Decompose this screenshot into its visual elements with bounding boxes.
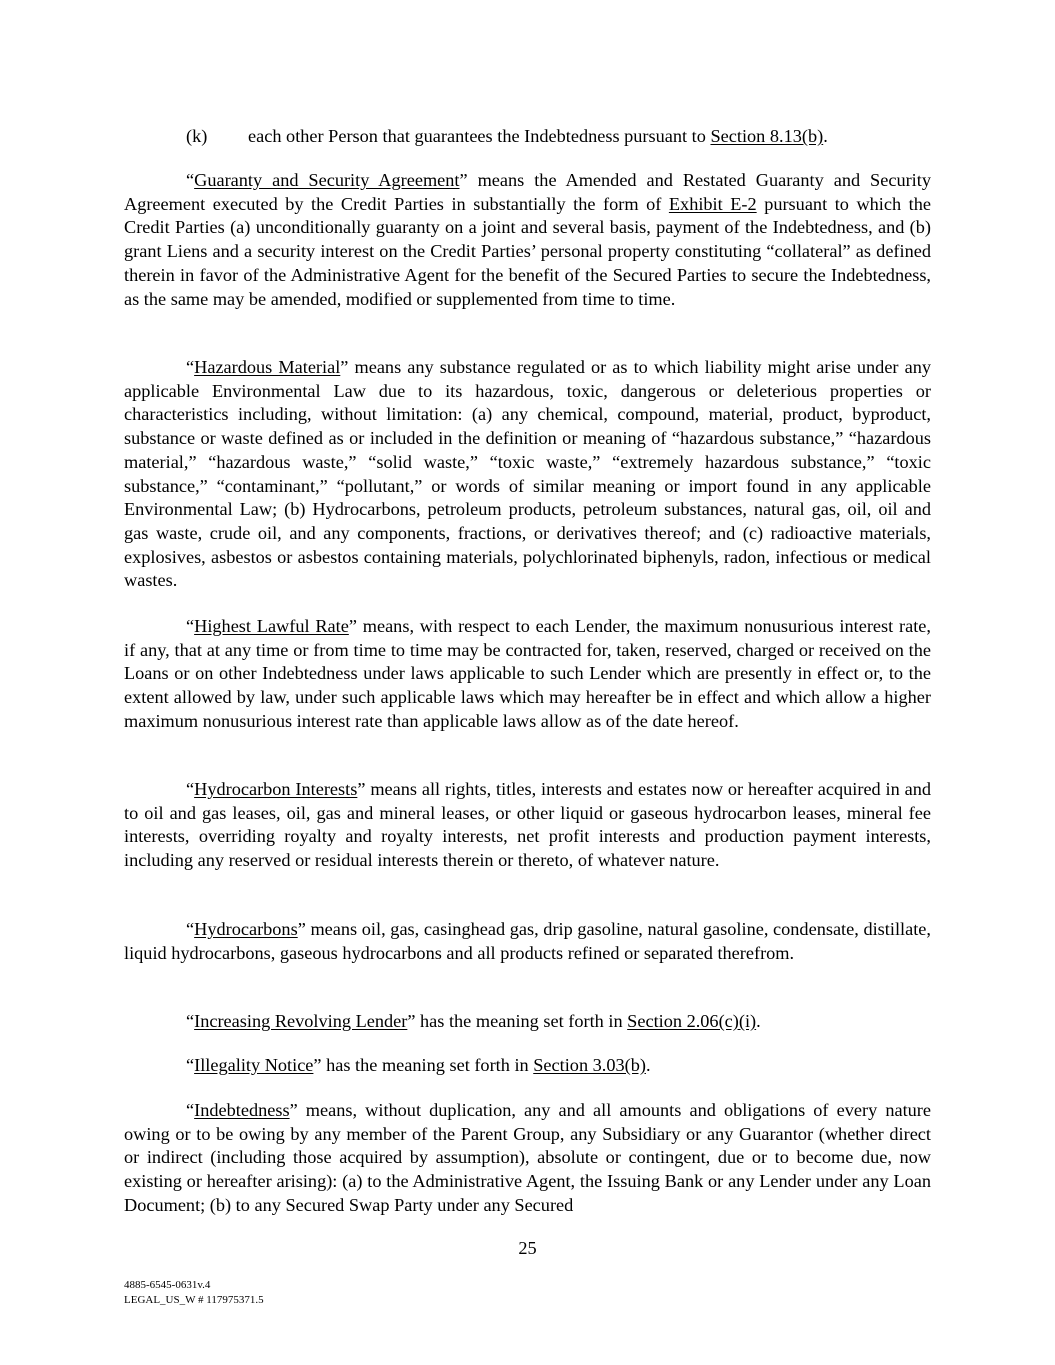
item-text: each other Person that guarantees the Indebtedness pursuant to	[248, 126, 711, 146]
item-label: (k)	[186, 126, 208, 146]
definition-hydrocarbons: “Hydrocarbons” means oil, gas, casinghead gas, drip gasoline, natural gasoline, condensate, distillate, liquid hydrocarbons, gaseous hydrocarbons and all products refined or separated therefrom.	[124, 919, 931, 963]
defined-term: Indebtedness	[194, 1100, 290, 1120]
definition-guaranty-and-security-agreement: “Guaranty and Security Agreement” means the Amended and Restated Guaranty and Security Agreement executed by the Credit Parties in substantially the form of Exhibit E-2 pursuant to which the Credit Parties (a) unconditionally guaranty on a joint and several basis, payment of the Indebtedness, and (b) grant Liens and a security interest on the Credit Parties’ personal property constituting “collateral” as defined therein in favor of the Administrative Agent for the benefit of the Secured Parties to secure the Indebtedness, as the same may be amended, modified or supplemented from time to time.	[124, 170, 931, 309]
defined-term: Hazardous Material	[194, 357, 341, 377]
document-id: 4885-6545-0631v.4	[124, 1279, 211, 1291]
defined-term: Hydrocarbon Interests	[194, 779, 358, 799]
document-footer	[124, 1278, 264, 1308]
defined-term: Guaranty and Security Agreement	[194, 170, 460, 190]
definition-indebtedness: “Indebtedness” means, without duplication, any and all amounts and obligations of every nature owing or to be owing by any member of the Parent Group, any Subsidiary or any Guarantor (whether direct or indirect (including those acquired by assumption), absolute or contingent, due or to become due, now existing or hereafter arising): (a) to the Administrative Agent, the Issuing Bank or any Lender under any Loan Document; (b) to any Secured Swap Party under any Secured	[124, 1100, 931, 1215]
definition-hazardous-material: “Hazardous Material” means any substance regulated or as to which liability might arise under any applicable Environmental Law due to its hazardous, toxic, dangerous or deleterious properties or characteristics including, without limitation: (a) any chemical, compound, material, product, byproduct, substance or waste defined as or included in the definition or meaning of “hazardous substance,” “hazardous material,” “hazardous waste,” “solid waste,” “toxic waste,” “extremely hazardous substance,” “toxic substance,” “contaminant,” “pollutant,” or words of similar meaning or import found in any applicable Environmental Law; (b) Hydrocarbons, petroleum products, petroleum substances, natural gas, oil, oil and gas waste, crude oil, and any components, fractions, or derivatives thereof; and (c) radioactive materials, explosives, asbestos or asbestos containing materials, polychlorinated biphenyls, radon, infectious or medical wastes.	[124, 357, 931, 591]
page-number: 25	[518, 1238, 537, 1258]
exhibit-reference: Exhibit E-2	[668, 193, 757, 214]
definition-illegality-notice: “Illegality Notice” has the meaning set forth in Section 3.03(b).	[186, 1055, 651, 1075]
definition-highest-lawful-rate: “Highest Lawful Rate” means, with respect to each Lender, the maximum nonusurious interest rate, if any, that at any time or from time to time may be contracted for, taken, reserved, charged or received on the Loans or on other Indebtedness under laws applicable to such Lender which are presently in effect or, to the extent allowed by law, under such applicable laws which may hereafter be in effect and which allow a higher maximum nonusurious interest rate than applicable laws allow as of the date hereof.	[124, 616, 931, 731]
defined-term: Illegality Notice	[194, 1055, 314, 1075]
section-reference: Section 2.06(c)(i)	[627, 1011, 757, 1031]
defined-term: Highest Lawful Rate	[194, 616, 349, 636]
section-reference: Section 3.03(b)	[533, 1055, 646, 1075]
defined-term: Hydrocarbons	[194, 919, 298, 939]
list-item-k: (k) each other Person that guarantees the Indebtedness pursuant to Section 8.13(b).	[186, 126, 828, 146]
definition-hydrocarbon-interests: “Hydrocarbon Interests” means all rights, titles, interests and estates now or hereafter acquired in and to oil and gas leases, oil, gas and mineral leases, or other liquid or gaseous hydrocarbon leases, mineral fee interests, overriding royalty and royalty interests, net profit interests and production payment interests, including any reserved or residual interests therein or thereto, of whatever nature.	[124, 779, 932, 871]
section-reference: Section 8.13(b)	[710, 126, 824, 146]
defined-term: Increasing Revolving Lender	[194, 1011, 408, 1031]
definition-increasing-revolving-lender: “Increasing Revolving Lender” has the meaning set forth in Section 2.06(c)(i).	[186, 1011, 761, 1031]
legal-reference: LEGAL_US_W # 117975371.5	[124, 1294, 264, 1306]
